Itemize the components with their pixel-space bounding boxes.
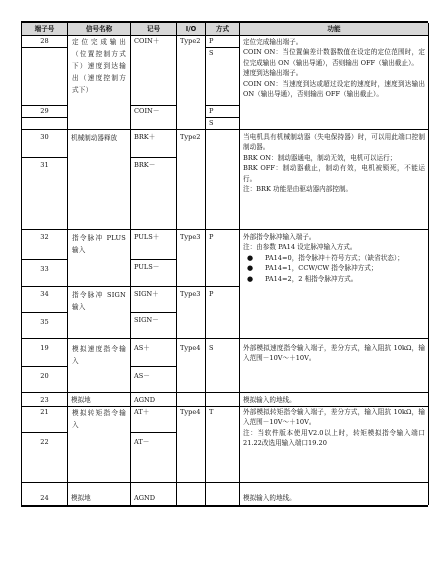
bullet-dot-icon: ●: [247, 264, 254, 273]
signal-symbol: PULS－: [131, 260, 177, 287]
function-line: 外部指令脉冲输入端子。: [243, 233, 316, 241]
mode: P: [206, 106, 240, 118]
signal-symbol: BRK＋: [131, 130, 177, 158]
io-type: Type3: [177, 230, 206, 287]
bullet-dot-icon: ●: [247, 274, 254, 283]
function-line: 注：BRK 功能是由驱动器内部控制。: [243, 185, 353, 194]
empty-cell: [240, 483, 429, 491]
pin-number: 23: [22, 393, 68, 407]
mode: P: [206, 230, 240, 287]
io-type: Type3: [177, 287, 206, 339]
bullet-dot-icon: ●: [247, 253, 254, 262]
signal-symbol: AS＋: [131, 339, 177, 367]
io-type: [177, 491, 206, 505]
signal-symbol: COIN＋: [131, 36, 177, 106]
function-text: [240, 36, 429, 130]
header-signal-name: 信号名称: [68, 23, 131, 36]
function-text: 模拟输入的地线。: [240, 393, 429, 407]
mode: S: [206, 339, 240, 393]
signal-symbol: AT＋: [131, 407, 177, 433]
function-line: 外部模拟速度指令输入端子，差分方式，输入阻抗 10kΩ，输入范围－10V～＋10V。: [243, 344, 425, 363]
mode: T: [206, 407, 240, 483]
empty-cell: [177, 483, 206, 491]
table-row: [22, 230, 429, 260]
io-type: Type2: [177, 36, 206, 130]
signal-name: 模拟地: [68, 491, 131, 505]
io-type: Type4: [177, 339, 206, 393]
pin-number: 22: [22, 433, 68, 483]
pin-number: 34: [22, 287, 68, 313]
io-type: Type2: [177, 130, 206, 230]
function-line: BRK ON：制动器通电，制动无效，电机可以运行；: [243, 153, 397, 162]
function-line: COIN ON：当位置偏差计数器数值在设定的定位范围时，定位完成输出 ON（输出导通），否则输出 OFF（输出截止）。: [243, 48, 425, 67]
pin-number: 24: [22, 491, 68, 505]
mode: [206, 491, 240, 505]
signal-name: 机械制动器释放: [68, 130, 131, 230]
empty-cell: [68, 483, 131, 491]
pin-number: 30: [22, 130, 68, 158]
function-text: [240, 230, 429, 339]
signal-symbol: AS－: [131, 367, 177, 393]
table-row: [22, 36, 429, 48]
signal-table: [21, 23, 429, 505]
pin-number: 35: [22, 313, 68, 339]
bullet-item: [243, 274, 425, 284]
pin-number: 32: [22, 230, 68, 260]
function-text: 模拟输入的地线。: [240, 491, 429, 505]
bullet-item: [243, 263, 425, 273]
pin-number: 20: [22, 367, 68, 393]
mode: P: [206, 287, 240, 339]
io-type: Type4: [177, 407, 206, 483]
signal-name: 定位完成输出（位置控制方式下）速度到达输出（速度控制方式下）: [68, 36, 131, 130]
signal-symbol: BRK－: [131, 158, 177, 230]
header-mode: 方式: [206, 23, 240, 36]
pin-number: [22, 48, 68, 106]
pin-number: 19: [22, 339, 68, 367]
header-pin: 端子号: [22, 23, 68, 36]
signal-name: 指令脉冲 PLUS 输入: [68, 230, 131, 287]
empty-cell: [131, 483, 177, 491]
pin-number: 31: [22, 158, 68, 230]
pin-number: 21: [22, 407, 68, 433]
mode: [206, 130, 240, 230]
function-line: 外部模拟转矩指令输入端子，差分方式，输入阻抗 10kΩ，输入范围－10V～＋10V。: [243, 408, 425, 427]
mode: P: [206, 36, 240, 48]
signal-symbol: PULS＋: [131, 230, 177, 260]
table-row: [22, 407, 429, 433]
signal-symbol: AGND: [131, 491, 177, 505]
bullet-item: [243, 253, 425, 263]
pin-number: 29: [22, 106, 68, 118]
function-text: [240, 339, 429, 393]
empty-cell: [22, 483, 68, 491]
io-type: [177, 393, 206, 407]
signal-symbol: SIGN＋: [131, 287, 177, 313]
table-row: [22, 339, 429, 367]
mode: [206, 393, 240, 407]
signal-symbol: SIGN－: [131, 313, 177, 339]
function-line: COIN ON：当速度到达或超过设定的速度时，速度到达输出 ON（输出导通），否则输出 OFF（输出截止）。: [243, 79, 425, 99]
function-line: 注：当软件版本使用V2.0以上时，转矩模拟指令输入端口21.22改选用输入端口19.20: [243, 428, 425, 448]
pin-number: 33: [22, 260, 68, 287]
function-text: [240, 407, 429, 483]
table-row: [22, 130, 429, 158]
table-header-row: [22, 23, 429, 36]
mode: S: [206, 48, 240, 106]
function-line: 定位完成输出端子。: [243, 38, 303, 46]
bullet-text: PA14=0，指令脉冲＋符号方式；（缺省状态）；: [265, 253, 404, 262]
pin-number: [22, 118, 68, 130]
mode: S: [206, 118, 240, 130]
signal-name: 模拟速度指令输入: [68, 339, 131, 393]
signal-table-sheet: [21, 21, 428, 507]
signal-name: 模拟地: [68, 393, 131, 407]
function-line: BRK OFF：制动器截止，制动有效，电机被锁死，不能运行。: [243, 164, 425, 183]
bullet-text: PA14=1，CCW/CW 指令脉冲方式；: [265, 264, 378, 273]
table-row: [22, 491, 429, 505]
function-text: [240, 130, 429, 230]
table-row: [22, 483, 429, 491]
header-symbol: 记号: [131, 23, 177, 36]
function-line: 速度到达输出端子。: [243, 69, 303, 78]
signal-symbol: AGND: [131, 393, 177, 407]
bullet-text: PA14=2，2 相指令脉冲方式。: [265, 274, 358, 283]
signal-symbol: COIN－: [131, 106, 177, 130]
header-function: 功能: [240, 23, 429, 36]
empty-cell: [206, 483, 240, 491]
function-line: 注：由参数 PA14 设定脉冲输入方式。: [243, 243, 357, 252]
table-row: [22, 393, 429, 407]
function-line: 当电机具有机械制动器（失电保持器）时，可以用此端口控制制动器。: [243, 133, 425, 152]
signal-name: 指令脉冲 SIGN 输入: [68, 287, 131, 339]
pin-number: 28: [22, 36, 68, 48]
signal-symbol: AT－: [131, 433, 177, 483]
header-io: I/O: [177, 23, 206, 36]
signal-name: 模拟转矩指令输入: [68, 407, 131, 483]
